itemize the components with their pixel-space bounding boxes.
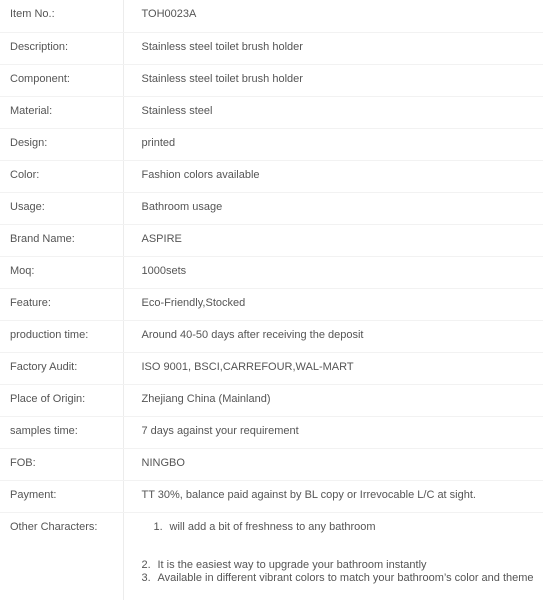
spec-label: FOB: (0, 448, 123, 480)
spec-value: ISO 9001, BSCI,CARREFOUR,WAL-MART (123, 352, 543, 384)
spec-label: Design: (0, 128, 123, 160)
spec-label: Material: (0, 96, 123, 128)
spec-label: Feature: (0, 288, 123, 320)
list-text: It is the easiest way to upgrade your bathroom instantly (157, 558, 427, 571)
spec-row-payment (0, 480, 543, 512)
spec-value: Stainless steel toilet brush holder (123, 64, 543, 96)
spec-value: ASPIRE (123, 224, 543, 256)
spec-row-brand-name (0, 224, 543, 256)
spec-value: Fashion colors available (123, 160, 543, 192)
list-number: 1. (153, 520, 163, 533)
spec-row-item-no (0, 0, 543, 32)
list-item (142, 572, 543, 584)
spec-row-component (0, 64, 543, 96)
spec-label: Factory Audit: (0, 352, 123, 384)
spec-label: Item No.: (0, 0, 123, 32)
list-number: 2. (141, 558, 151, 571)
spec-value: TT 30%, balance paid against by BL copy or Irrevocable L/C at sight. (123, 480, 543, 512)
spec-row-moq (0, 256, 543, 288)
spec-label: Payment: (0, 480, 123, 512)
spec-row-description (0, 32, 543, 64)
spec-value: Around 40-50 days after receiving the deposit (123, 320, 543, 352)
spec-row-place-of-origin (0, 384, 543, 416)
spec-value: Stainless steel toilet brush holder (123, 32, 543, 64)
spec-row-design (0, 128, 543, 160)
spec-row-material (0, 96, 543, 128)
spec-value: 1000sets (123, 256, 543, 288)
spec-row-fob (0, 448, 543, 480)
spec-label: Usage: (0, 192, 123, 224)
spec-label: Brand Name: (0, 224, 123, 256)
list-item (142, 559, 543, 571)
spec-row-factory-audit (0, 352, 543, 384)
spec-value: Stainless steel (123, 96, 543, 128)
spec-label: Place of Origin: (0, 384, 123, 416)
spec-row-other-characters (0, 512, 543, 600)
spec-value (123, 512, 543, 600)
spec-value: Bathroom usage (123, 192, 543, 224)
spec-label: Component: (0, 64, 123, 96)
spec-row-feature (0, 288, 543, 320)
spec-value: printed (123, 128, 543, 160)
spec-label: samples time: (0, 416, 123, 448)
spec-value: Eco-Friendly,Stocked (123, 288, 543, 320)
spec-label: production time: (0, 320, 123, 352)
spec-value: TOH0023A (123, 0, 543, 32)
spec-label: Description: (0, 32, 123, 64)
spec-row-usage (0, 192, 543, 224)
spec-value: Zhejiang China (Mainland) (123, 384, 543, 416)
list-item (154, 521, 543, 533)
spec-value: 7 days against your requirement (123, 416, 543, 448)
other-characters-list (142, 521, 543, 584)
list-number: 3. (141, 571, 151, 584)
spec-label: Other Characters: (0, 512, 123, 600)
spec-label: Moq: (0, 256, 123, 288)
spec-label: Color: (0, 160, 123, 192)
spec-row-color (0, 160, 543, 192)
list-text: Available in different vibrant colors to match your bathroom’s color and theme (157, 571, 534, 584)
spec-value: NINGBO (123, 448, 543, 480)
spec-row-production-time (0, 320, 543, 352)
spec-row-samples-time (0, 416, 543, 448)
list-text: will add a bit of freshness to any bathroom (169, 520, 376, 533)
